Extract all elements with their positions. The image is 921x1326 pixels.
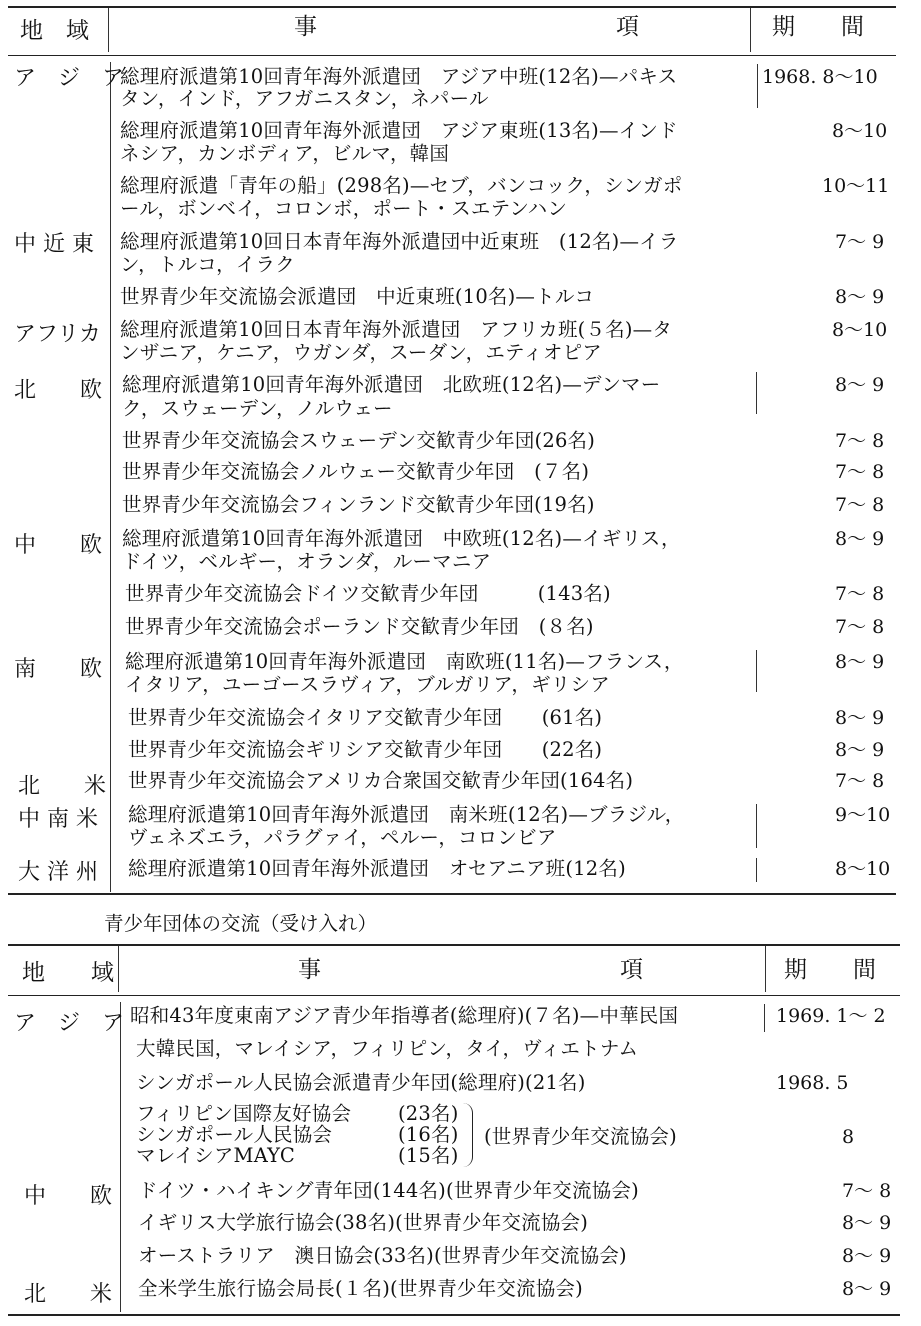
- table1-row-line: 総理府派遣「青年の船」(298名)—セブ，バンコック，シンガポ: [120, 174, 683, 197]
- table1-bottom-rule: [8, 893, 896, 895]
- table2-header-rule: [8, 995, 900, 996]
- table1-region-cell: 中 南 米: [18, 807, 98, 832]
- table1-row-line: 世界青少年交流協会フィンランド交歓青少年団(19名): [122, 493, 595, 516]
- table1-row-line: ール，ボンベイ，コロンボ，ポート・スエテンハン: [120, 197, 568, 220]
- table1-row-line: ネシア，カンボディア，ビルマ，韓国: [120, 142, 450, 165]
- table1-row-line: 総理府派遣第10回青年海外派遣団 中欧班(12名)—イギリス，: [122, 527, 681, 550]
- table1-header-matter: 事 項: [294, 14, 639, 40]
- table1-region-cell: 中 欧: [14, 533, 103, 558]
- table2-period-cell: 7～ 8: [842, 1180, 892, 1202]
- table1-row-line: ン，トルコ，イラク: [120, 253, 295, 276]
- table2-header-period: 期 間: [784, 957, 876, 983]
- table1-row-line: 総理府派遣第10回日本青年海外派遣団 アフリカ班(５名)—タ: [120, 318, 673, 341]
- table1-row-line: ク，スウェーデン，ノルウェー: [122, 397, 393, 420]
- table1-row-line: ドイツ，ベルギー，オランダ，ルーマニア: [122, 550, 492, 573]
- table1-row-line: ヴェネズエラ，パラグァイ，ペルー，コロンビア: [128, 826, 557, 849]
- table2-region-cell: ア ジ ア: [14, 1011, 125, 1036]
- table2-period-cell: 1969. 1～ 2: [776, 1005, 886, 1027]
- table2-row-line: 大韓民国，マレイシア，フィリピン，タイ，ヴィエトナム: [136, 1037, 639, 1060]
- table2-header-matter: 事 項: [298, 957, 643, 983]
- table1-row-line: 世界青少年交流協会ポーランド交歓青少年団 (８名): [125, 615, 594, 638]
- table1-header-divider-left: [108, 8, 109, 52]
- table1-row-line: 総理府派遣第10回青年海外派遣団 オセアニア班(12名): [128, 857, 626, 880]
- table1-period-cell: 7～ 8: [835, 494, 885, 516]
- table1-region-cell: 北 欧: [14, 378, 103, 403]
- table2-header-divider-left: [118, 946, 119, 992]
- table2-header-region: 地 域: [22, 960, 114, 986]
- group-item-count: (16名): [398, 1123, 459, 1146]
- table1-row-line: 総理府派遣第10回青年海外派遣団 北欧班(12名)—デンマー: [122, 373, 661, 396]
- table1-period-divider: [756, 804, 757, 848]
- table2-period-cell: 1968. 5: [776, 1072, 849, 1094]
- table1-region-cell: 中 近 東: [14, 232, 94, 257]
- table1-row-line: 世界青少年交流協会派遣団 中近東班(10名)—トルコ: [120, 285, 595, 308]
- group-item-name: フィリピン国際友好協会: [136, 1102, 352, 1125]
- table1-period-cell: 8～10: [832, 120, 888, 142]
- table2-row-line: シンガポール人民協会派遣青少年団(総理府)(21名): [136, 1071, 586, 1094]
- table1-period-cell: 8～ 9: [835, 739, 885, 761]
- table1-region-cell: ア ジ ア: [14, 66, 125, 91]
- table1-period-cell: 7～ 8: [835, 583, 885, 605]
- table1-row-line: 世界青少年交流協会アメリカ合衆国交歓青少年団(164名): [128, 769, 634, 792]
- table2-region-cell: 中 欧: [24, 1184, 113, 1209]
- table1-row-line: 総理府派遣第10回青年海外派遣団 アジア東班(13名)—インド: [120, 119, 678, 142]
- table1-row-line: 総理府派遣第10回日本青年海外派遣団中近東班 (12名)—イラ: [120, 230, 679, 253]
- table1-period-cell: 8～ 9: [835, 528, 885, 550]
- table1-region-cell: 大 洋 州: [18, 860, 98, 885]
- table2-header-divider-right: [765, 946, 766, 992]
- table2-top-rule: [8, 944, 900, 946]
- table1-row-line: 世界青少年交流協会ドイツ交歓青少年団 (143名): [125, 582, 611, 605]
- table1-period-cell: 8～10: [832, 319, 888, 341]
- group-item-count: (23名): [398, 1102, 459, 1125]
- table1-row-line: 総理府派遣第10回青年海外派遣団 アジア中班(12名)—パキス: [120, 65, 678, 88]
- group-organization: (世界青少年交流協会): [484, 1125, 677, 1148]
- table1-period-cell: 9～10: [835, 804, 891, 826]
- table1-header-period: 期 間: [772, 14, 864, 40]
- table1-region-cell: アフリカ: [14, 322, 101, 347]
- table2-bottom-rule: [8, 1314, 900, 1316]
- table1-period-cell: 7～ 8: [835, 770, 885, 792]
- group-item-name: シンガポール人民協会: [136, 1123, 333, 1146]
- table1-period-cell: 8～ 9: [835, 374, 885, 396]
- table2-period-cell: 8～ 9: [842, 1212, 892, 1234]
- table1-period-cell: 7～ 8: [835, 430, 885, 452]
- table1-period-cell: 7～ 9: [835, 231, 885, 253]
- table2-body-divider: [120, 1002, 121, 1312]
- table1-period-divider: [757, 64, 758, 108]
- table1-period-cell: 7～ 8: [835, 616, 885, 638]
- table2-period-divider: [764, 1004, 765, 1032]
- table1-period-cell: 7～ 8: [835, 461, 885, 483]
- table1-row-line: ンザニア，ケニア，ウガンダ，スーダン，エティオピア: [120, 341, 602, 364]
- table1-row-line: タン，インド，アフガニスタン，ネパール: [120, 87, 489, 110]
- table1-period-cell: 10～11: [822, 175, 890, 197]
- group-brace: [462, 1103, 473, 1167]
- table1-body-divider: [110, 62, 111, 892]
- table1-period-cell: 8～10: [835, 858, 891, 880]
- table1-period-divider: [756, 650, 757, 692]
- table2-row-line: 全米学生旅行協会局長(１名)(世界青少年交流協会): [138, 1277, 583, 1300]
- table1-row-line: 世界青少年交流協会ギリシア交歓青少年団 (22名): [128, 738, 603, 761]
- group-item-name: マレイシアMAYC: [136, 1144, 296, 1167]
- table2-period-cell: 8～ 9: [842, 1278, 892, 1300]
- table1-period-cell: 1968. 8～10: [762, 66, 878, 88]
- table2-region-cell: 北 米: [24, 1282, 113, 1307]
- table1-row-line: 世界青少年交流協会イタリア交歓青少年団 (61名): [128, 706, 603, 729]
- table2-period-cell: 8～ 9: [842, 1245, 892, 1267]
- section-caption: 青少年団体の交流（受け入れ）: [104, 912, 378, 935]
- table2-row-line: ドイツ・ハイキング青年団(144名)(世界青少年交流協会): [138, 1179, 639, 1202]
- table1-region-cell: 北 米: [18, 774, 107, 799]
- table1-header-divider-right: [750, 8, 751, 52]
- table1-period-divider: [756, 858, 757, 882]
- table1-period-cell: 8～ 9: [835, 707, 885, 729]
- table1-header-rule: [8, 55, 896, 56]
- table1-row-line: イタリア，ユーゴースラヴィア，ブルガリア，ギリシア: [125, 673, 610, 696]
- table1-row-line: 総理府派遣第10回青年海外派遣団 南欧班(11名)—フランス，: [125, 650, 684, 673]
- table2-row-line: オーストラリア 澳日協会(33名)(世界青少年交流協会): [138, 1244, 627, 1267]
- table2-period-cell: 8: [842, 1126, 855, 1148]
- table1-period-divider: [756, 372, 757, 414]
- table1-region-cell: 南 欧: [14, 657, 103, 682]
- table2-row-line: イギリス大学旅行協会(38名)(世界青少年交流協会): [138, 1211, 589, 1234]
- table1-row-line: 総理府派遣第10回青年海外派遣団 南米班(12名)—ブラジル，: [128, 803, 685, 826]
- table1-header-region: 地 域: [20, 18, 89, 44]
- table1-period-cell: 8～ 9: [835, 286, 885, 308]
- table2-row-line: 昭和43年度東南アジア青少年指導者(総理府)(７名)—中華民国: [130, 1004, 679, 1027]
- table1-row-line: 世界青少年交流協会スウェーデン交歓青少年団(26名): [122, 429, 596, 452]
- table1-period-cell: 8～ 9: [835, 651, 885, 673]
- table1-top-rule: [8, 6, 896, 8]
- group-item-count: (15名): [398, 1144, 459, 1167]
- table1-row-line: 世界青少年交流協会ノルウェー交歓青少年団 (７名): [122, 460, 590, 483]
